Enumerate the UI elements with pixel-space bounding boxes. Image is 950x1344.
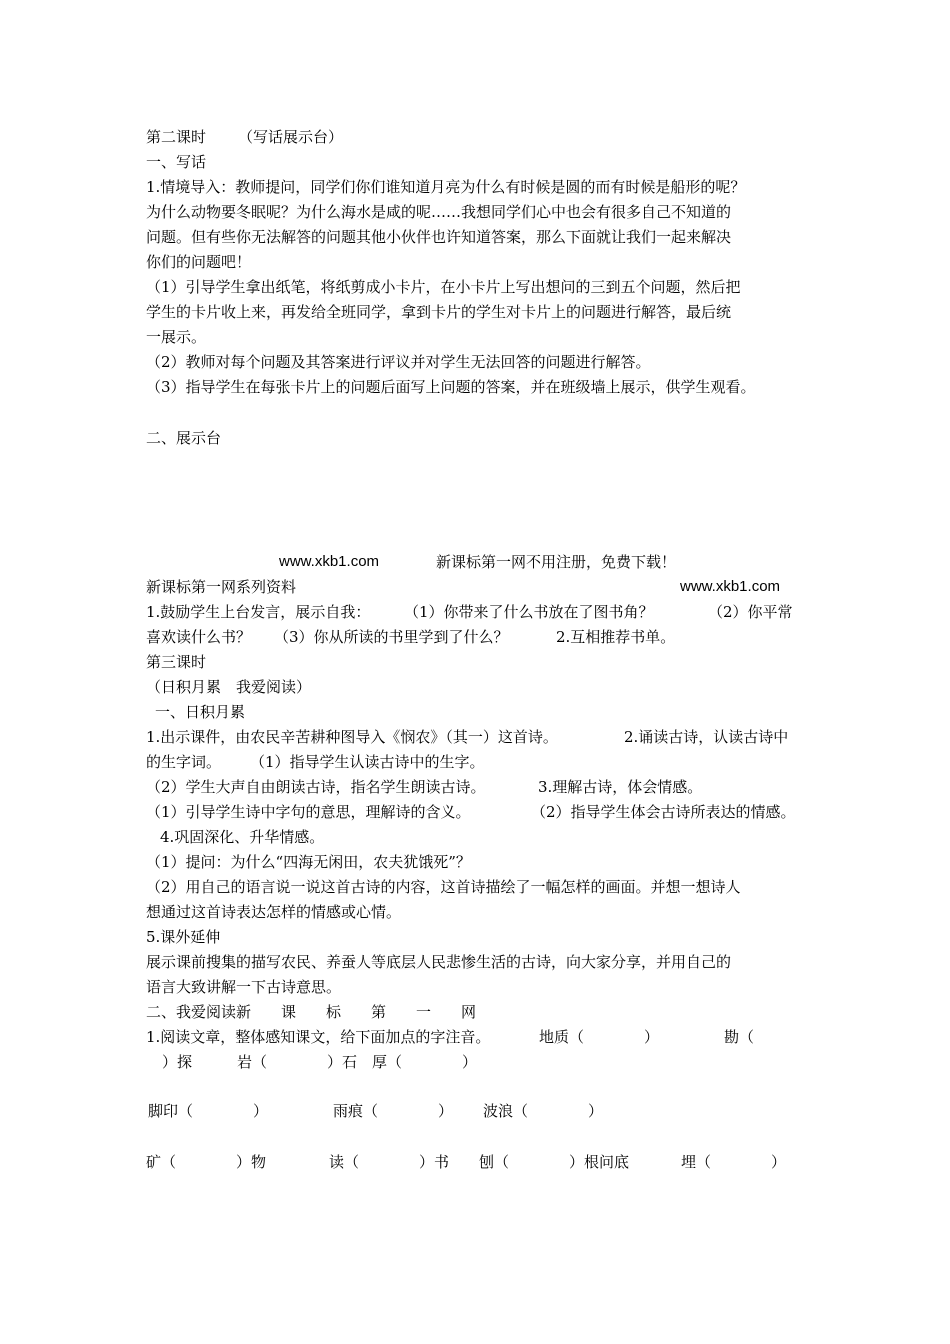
ad-series: 新课标第一网系列资料 — [146, 578, 297, 596]
reading-word-jiaoyin: 脚印（ ） — [148, 1102, 269, 1120]
lesson2-section-writing: 一、写话 — [146, 153, 207, 171]
lesson2-section-showcase: 二、展示台 — [146, 429, 222, 447]
reading-word-paogen: 刨（ ）根问底 — [479, 1153, 630, 1171]
lesson2-p1-line2: 为什么动物要冬眠呢？为什么海水是咸的呢……我想同学们心中也会有很多自己不知道的 — [146, 203, 732, 221]
lesson3-line11: 语言大致讲解一下古诗意思。 — [146, 978, 342, 996]
reading-line1: 1.阅读文章，整体感知课文，给下面加点的字注音。 — [146, 1028, 491, 1046]
reading-word-bolang: 波浪（ ） — [483, 1102, 604, 1120]
showcase-line1-a: 1.鼓励学生上台发言，展示自我： — [146, 603, 371, 621]
ad-url-link[interactable]: www.xkb1.com — [279, 553, 380, 570]
showcase-line1-c: （2）你平常 — [708, 603, 793, 621]
showcase-line1-b: （1）你带来了什么书放在了图书角？ — [404, 603, 654, 621]
lesson2-p1-line3: 问题。但有些你无法解答的问题其他小伙伴也许知道答案，那么下面就让我们一起来解决 — [146, 228, 732, 246]
lesson2-p2-line3: 一展示。 — [146, 328, 207, 346]
showcase-line2-a: 喜欢读什么书？ — [146, 628, 252, 646]
lesson3-line10: 展示课前搜集的描写农民、养蚕人等底层人民悲惨生活的古诗，向大家分享，并用自己的 — [146, 953, 732, 971]
lesson2-p2-line1: （1）引导学生拿出纸笔，将纸剪成小卡片，在小卡片上写出想问的三到五个问题，然后把 — [146, 278, 741, 296]
reading-word-dizhi: 地质（ ） — [539, 1028, 660, 1046]
lesson3-line7: （2）用自己的语言说一说这首古诗的内容，这首诗描绘了一幅怎样的画面。并想一想诗人 — [146, 878, 741, 896]
showcase-line2-c: 2.互相推荐书单。 — [556, 628, 676, 646]
reading-word-yuhen: 雨痕（ ） — [333, 1102, 454, 1120]
lesson2-p4: （3）指导学生在每张卡片上的问题后面写上问题的答案，并在班级墙上展示，供学生观看。 — [146, 378, 756, 396]
ad-url-link-2[interactable]: www.xkb1.com — [680, 578, 781, 595]
lesson3-line2-a: 的生字词。 — [146, 753, 222, 771]
lesson2-p1-line4: 你们的问题吧！ — [146, 253, 252, 271]
reading-word-dushu: 读（ ）书 — [329, 1153, 450, 1171]
lesson3-title: 第三课时 — [146, 653, 207, 671]
lesson3-line4-b: （2）指导学生体会古诗所表达的情感。 — [531, 803, 796, 821]
lesson3-line3-a: （2）学生大声自由朗读古诗，指名学生朗读古诗。 — [146, 778, 486, 796]
lesson3-section-daily: 一、日积月累 — [155, 703, 246, 721]
lesson3-line2-b: （1）指导学生认读古诗中的生字。 — [250, 753, 485, 771]
lesson2-p1-line1: 1.情境导入：教师提问，同学们你们谁知道月亮为什么有时候是圆的而有时候是船形的呢？ — [146, 178, 746, 196]
lesson3-line8: 想通过这首诗表达怎样的情感或心情。 — [146, 903, 402, 921]
lesson2-subtitle: （写话展示台） — [238, 128, 344, 146]
lesson3-section-reading: 二、我爱阅读新 课 标 第 一 网 — [146, 1003, 477, 1021]
lesson2-title: 第二课时 — [146, 128, 207, 146]
lesson3-line4-a: （1）引导学生诗中字句的意思，理解诗的含义。 — [146, 803, 471, 821]
lesson3-line6: （1）提问：为什么“四海无闲田，农夫犹饿死”？ — [146, 853, 471, 871]
reading-word-kan: 勘（ — [724, 1028, 755, 1046]
lesson3-line5: 4.巩固深化、升华情感。 — [160, 828, 325, 846]
lesson3-line1-a: 1.出示课件，由农民辛苦耕种图导入《悯农》（其一）这首诗。 — [146, 728, 558, 746]
reading-word-kuangwu: 矿（ ）物 — [146, 1153, 267, 1171]
showcase-line2-b: （3）你从所读的书里学到了什么？ — [274, 628, 509, 646]
lesson3-line1-b: 2.诵读古诗，认读古诗中 — [624, 728, 789, 746]
lesson2-p3: （2）教师对每个问题及其答案进行评议并对学生无法回答的问题进行解答。 — [146, 353, 651, 371]
ad-slogan: 新课标第一网不用注册，免费下载！ — [436, 553, 677, 571]
lesson3-subtitle: （日积月累 我爱阅读） — [146, 678, 312, 696]
lesson2-p2-line2: 学生的卡片收上来，再发给全班同学，拿到卡片的学生对卡片上的问题进行解答，最后统 — [146, 303, 732, 321]
lesson3-line9: 5.课外延伸 — [146, 928, 221, 946]
reading-word-mai: 埋（ ） — [681, 1153, 787, 1171]
lesson3-line3-b: 3.理解古诗，体会情感。 — [538, 778, 703, 796]
reading-line2: ）探 岩（ ）石 厚（ ） — [162, 1053, 478, 1071]
